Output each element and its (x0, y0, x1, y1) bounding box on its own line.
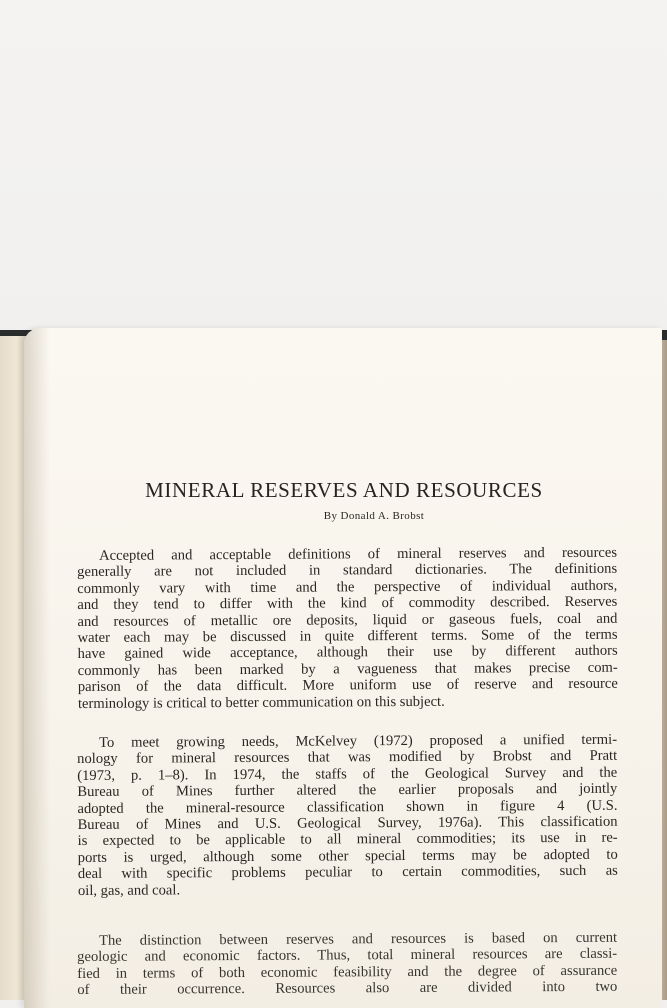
text-line: oil, gas, and coal. (77, 882, 181, 899)
text-line: of their occurrence. Resources also are divided into two (77, 978, 618, 999)
page-gutter-shadow (24, 328, 50, 1008)
book-page (24, 328, 662, 1008)
text-line: geologic and economic factors. Thus, total mineral resources are classi- (77, 946, 618, 966)
article-title: MINERAL RESERVES AND RESOURCES (145, 478, 543, 502)
text-line: generally are not included in standard dictionaries. The definitions (77, 561, 618, 581)
text-line: To meet growing needs, McKelvey (1972) proposed a unified termi- (98, 731, 618, 751)
text-line: and they tend to differ with the kind of commodity described. Reserves (77, 593, 618, 614)
paragraph-1 (77, 545, 618, 712)
text-line: commonly vary with time and the perspective of individual authors, (77, 577, 618, 597)
text-line: fied in terms of both economic feasibility and the degree of assurance (77, 962, 618, 982)
paragraph-3 (77, 930, 617, 999)
text-line: and resources of metallic ore deposits, liquid or gaseous fuels, coal and (77, 610, 618, 630)
text-line: ports is urged, although some other special terms may be adopted to (77, 846, 618, 866)
text-line: adopted the mineral-resource classification shown in figure 4 (U.S. (77, 797, 618, 817)
text-line: The distinction between reserves and resources is based on current (98, 929, 618, 949)
text-line: Bureau of Mines and U.S. Geological Survey, 1976a). This classification (77, 813, 618, 834)
text-line: water each may be discussed in quite different terms. Some of the terms (77, 626, 618, 647)
text-line: nology for mineral resources that was modified by Brobst and Pratt (77, 748, 618, 768)
text-line: have gained wide acceptance, although their use by different authors (77, 643, 618, 663)
text-line: deal with specific problems peculiar to certain commodities, such as (77, 862, 618, 883)
text-line: is expected to be applicable to all mineral commodities; its use in re- (77, 830, 618, 850)
text-line: Accepted and acceptable definitions of mineral reserves and resources (98, 544, 618, 564)
paragraph-2 (77, 732, 618, 899)
text-line: (1973, p. 1–8). In 1974, the staffs of the Geological Survey and the (77, 764, 618, 784)
text-line: commonly has been marked by a vagueness that makes precise com- (77, 659, 618, 679)
text-line: terminology is critical to better communication on this subject. (77, 693, 445, 712)
article-byline: By Donald A. Brobst (323, 510, 425, 522)
text-line: Bureau of Mines further altered the earlier proposals and jointly (77, 780, 618, 801)
text-line: parison of the data difficult. More uniform use of reserve and resource (77, 675, 618, 696)
